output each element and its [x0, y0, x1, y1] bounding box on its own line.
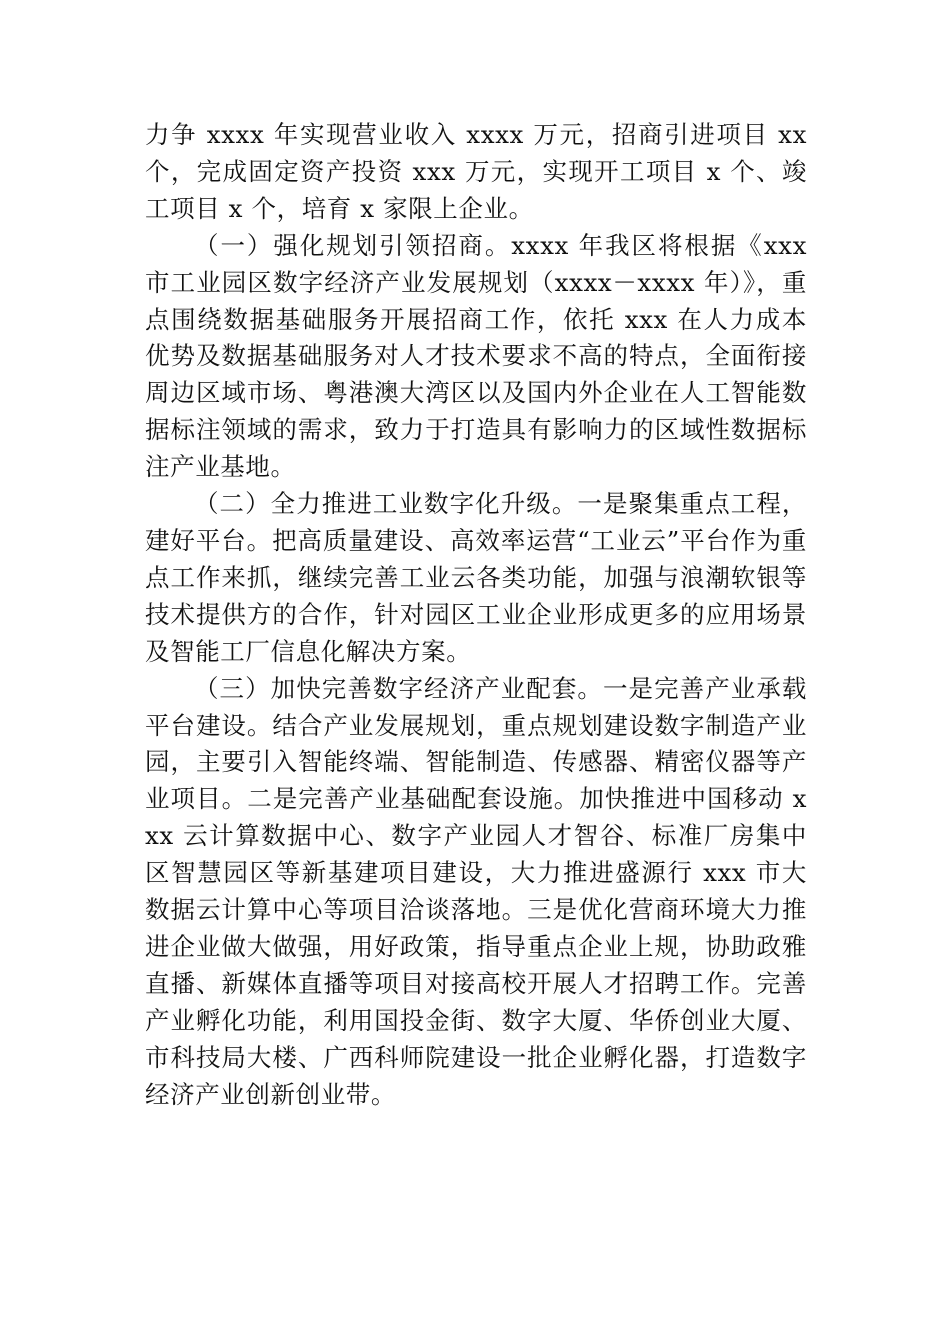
paragraph-intro: 力争 xxxx 年实现营业收入 xxxx 万元，招商引进项目 xx 个，完成固定资产投资 xxx 万元，实现开工项目 x 个、竣工项目 x 个，培育 x 家限上企业。 [145, 120, 807, 223]
paragraph-section-3: （三）加快完善数字经济产业配套。一是完善产业承载平台建设。结合产业发展规划，重点规划建设数字制造产业园，主要引入智能终端、智能制造、传感器、精密仪器等产业项目。二是完善产业基础配套设施。加快推进中国移动 xxx 云计算数据中心、数字产业园人才智谷、标准厂房集中区智慧园区等新基建项目建设，大力推进盛源行 xxx 市大数据云计算中心等项目洽谈落地。三是优化营商环境大力推进企业做大做强，用好政策，指导重点企业上规，协助政雅直播、新媒体直播等项目对接高校开展人才招聘工作。完善产业孵化功能，利用国投金街、数字大厦、华侨创业大厦、市科技局大楼、广西科师院建设一批企业孵化器，打造数字经济产业创新创业带。 [145, 673, 807, 1109]
document-body [145, 117, 807, 1113]
paragraph-section-2: （二）全力推进工业数字化升级。一是聚集重点工程，建好平台。把高质量建设、高效率运营“工业云”平台作为重点工作来抓，继续完善工业云各类功能，加强与浪潮软银等技术提供方的合作，针对园区工业企业形成更多的应用场景及智能工厂信息化解决方案。 [145, 489, 807, 666]
paragraph-section-1: （一）强化规划引领招商。xxxx 年我区将根据《xxx 市工业园区数字经济产业发展规划（xxxx－xxxx 年）》，重点围绕数据基础服务开展招商工作，依托 xxx 在人力成本优势及数据基础服务对人才技术要求不高的特点，全面衔接周边区域市场、粤港澳大湾区以及国内外企业在人工智能数据标注领域的需求，致力于打造具有影响力的区域性数据标注产业基地。 [145, 230, 807, 482]
